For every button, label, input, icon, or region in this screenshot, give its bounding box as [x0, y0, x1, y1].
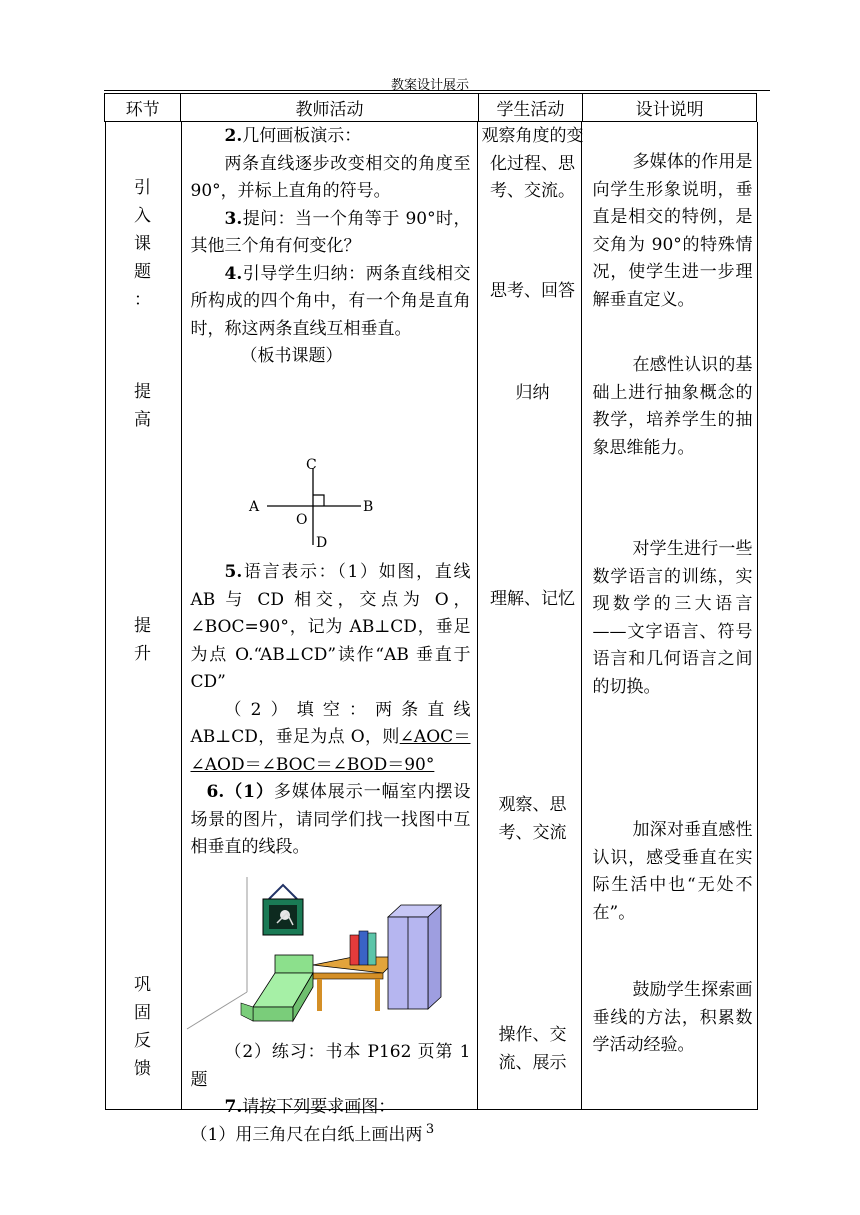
header-rule — [104, 90, 770, 91]
student-activity-5: 观察、思考、交流 — [498, 795, 567, 843]
lesson-table — [104, 93, 757, 1145]
svg-text:C: C — [305, 457, 317, 473]
col-header-student: 学生活动 — [478, 94, 582, 122]
design-note-4: 加深对垂直感性认识，感受垂直在实际生活中也“无处不在”。 — [592, 820, 753, 923]
design-note-5: 鼓励学生探索画垂线的方法，积累数学活动经验。 — [592, 980, 753, 1055]
student-activity-1: 观察角度的变化过程、思考、交流。 — [481, 126, 584, 201]
col-header-design: 设计说明 — [583, 94, 757, 122]
room-scene-picture — [183, 857, 463, 1037]
student-activity-6: 操作、交流、展示 — [498, 1025, 567, 1073]
design-note-3: 对学生进行一些数学语言的训练，实现数学的三大语言——文字语言、符号语言和几何语言之间的切换。 — [592, 539, 753, 697]
svg-text:B: B — [362, 499, 373, 515]
stage-improve: 提 升 — [134, 616, 151, 664]
table-row — [105, 122, 757, 1110]
teacher-block-1: 2.几何画板演示： 两条直线逐步改变相交的角度至 90°，并标上直角的符号。 3.提问：当一个角等于 90°时，其他三个角有何变化？ 4.引导学生归纳：两条直线相交所构成的四个角中，有一个角是直角时，称这两条直线互相垂直。 （板书课题） — [190, 126, 471, 366]
stage-intro: 引 入 课 题 ： — [134, 178, 151, 310]
student-activity-4: 理解、记忆 — [490, 589, 575, 609]
teacher-block-2: 5.语言表示：（1）如图，直线 AB 与 CD 相交，交点为 O，∠BOC=90°，记为 AB⊥CD，垂足为点 O.“AB⊥CD”读作“AB 垂直于 CD” （2）填空：两条直线 AB⊥CD，垂足为点 O，则∠AOC＝∠AOD＝∠BOC＝∠BOD＝90° 6.（1）多媒体展示一幅室内摆设场景的图片，请同学们找一找图中互相垂直的线段。 — [190, 562, 471, 857]
teacher-block-3: （2）练习：书本 P162 页第 1 题 7.请按下列要求画图： （1）用三角尺在白纸上画出两 — [190, 1042, 471, 1145]
svg-text:D: D — [315, 535, 327, 551]
col-header-stage: 环节 — [105, 94, 181, 122]
svg-text:A: A — [248, 499, 259, 515]
perpendicular-figure — [245, 452, 385, 552]
page-header: 教案设计展示 — [390, 78, 469, 93]
svg-text:O: O — [295, 512, 307, 528]
stage-raise: 提 高 — [134, 382, 151, 430]
page-number: 3 — [425, 1122, 435, 1137]
table-body — [105, 122, 757, 1145]
stage-consolidate: 巩 固 反 馈 — [134, 975, 151, 1079]
design-note-1: 多媒体的作用是向学生形象说明，垂直是相交的特例，是交角为 90°的特殊情况，使学生进一步理解垂直定义。 — [592, 152, 753, 310]
table-header-row — [105, 94, 757, 122]
design-note-2: 在感性认识的基础上进行抽象概念的教学，培养学生的抽象思维能力。 — [592, 355, 753, 458]
student-activity-3: 归纳 — [515, 383, 550, 403]
student-activity-2: 思考、回答 — [490, 281, 575, 301]
col-header-teacher: 教师活动 — [181, 94, 478, 122]
